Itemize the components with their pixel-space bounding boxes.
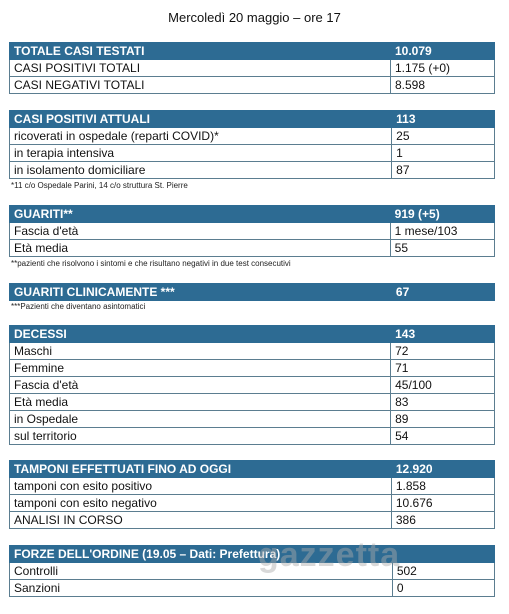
row-label: CASI POSITIVI TOTALI — [10, 60, 391, 77]
table-row — [10, 495, 495, 512]
table-row — [10, 546, 495, 563]
swabs-table — [9, 460, 495, 529]
table-row — [10, 394, 495, 411]
row-label: ANALISI IN CORSO — [10, 512, 392, 529]
row-label: Fascia d'età — [10, 223, 391, 240]
recovered-table — [9, 205, 495, 257]
row-value: 71 — [391, 360, 495, 377]
row-value: 143 — [391, 326, 495, 343]
row-label: ricoverati in ospedale (reparti COVID)* — [10, 128, 392, 145]
table-row — [10, 326, 495, 343]
row-value: 12.920 — [391, 461, 494, 478]
row-value: 502 — [392, 563, 494, 580]
row-value: 10.079 — [390, 43, 494, 60]
police-table — [9, 545, 495, 597]
table-row — [10, 145, 495, 162]
row-value — [392, 546, 494, 563]
row-value: 8.598 — [390, 77, 494, 94]
row-label: Età media — [10, 240, 391, 257]
table-row — [10, 162, 495, 179]
row-label: CASI NEGATIVI TOTALI — [10, 77, 391, 94]
tested-cases-table — [9, 42, 495, 94]
footnote-asymptomatic: ***Pazienti che diventano asintomatici — [11, 302, 146, 311]
row-label: TAMPONI EFFETTUATI FINO AD OGGI — [10, 461, 392, 478]
row-label: TOTALE CASI TESTATI — [10, 43, 391, 60]
current-positive-table — [9, 110, 495, 179]
row-label: CASI POSITIVI ATTUALI — [10, 111, 392, 128]
table-row — [10, 478, 495, 495]
table-row — [10, 360, 495, 377]
row-label: Maschi — [10, 343, 391, 360]
row-value: 55 — [390, 240, 494, 257]
row-value: 1 mese/103 — [390, 223, 494, 240]
row-label: FORZE DELL'ORDINE (19.05 – Dati: Prefettura) — [10, 546, 393, 563]
watermark-logo: gazzetta — [258, 536, 401, 574]
row-label: in isolamento domiciliare — [10, 162, 392, 179]
table-row — [10, 343, 495, 360]
table-row — [10, 428, 495, 445]
row-value: 0 — [392, 580, 494, 597]
row-value: 25 — [392, 128, 495, 145]
footnote-recovered: **pazienti che risolvono i sintomi e che risultano negativi in due test consecutivi — [11, 259, 291, 268]
row-value: 113 — [392, 111, 495, 128]
row-label: Controlli — [10, 563, 393, 580]
row-value: 386 — [391, 512, 494, 529]
row-value: 83 — [391, 394, 495, 411]
row-value: 67 — [391, 284, 494, 301]
row-value: 1 — [392, 145, 495, 162]
row-value: 72 — [391, 343, 495, 360]
row-label: Sanzioni — [10, 580, 393, 597]
table-row — [10, 77, 495, 94]
row-label: in terapia intensiva — [10, 145, 392, 162]
table-row — [10, 206, 495, 223]
table-row — [10, 563, 495, 580]
row-value: 87 — [392, 162, 495, 179]
table-row — [10, 60, 495, 77]
row-value: 45/100 — [391, 377, 495, 394]
deaths-table — [9, 325, 495, 445]
row-label: tamponi con esito positivo — [10, 478, 392, 495]
table-row — [10, 240, 495, 257]
table-row — [10, 512, 495, 529]
footnote-hospital: *11 c/o Ospedale Parini, 14 c/o struttura St. Pierre — [11, 181, 188, 190]
row-value: 10.676 — [391, 495, 494, 512]
row-label: Età media — [10, 394, 391, 411]
table-row — [10, 377, 495, 394]
row-label: sul territorio — [10, 428, 391, 445]
row-label: DECESSI — [10, 326, 391, 343]
table-row — [10, 411, 495, 428]
row-value: 89 — [391, 411, 495, 428]
table-row — [10, 580, 495, 597]
row-value: 54 — [391, 428, 495, 445]
row-value: 1.858 — [391, 478, 494, 495]
row-label: in Ospedale — [10, 411, 391, 428]
row-label: Fascia d'età — [10, 377, 391, 394]
row-label: Femmine — [10, 360, 391, 377]
row-label: tamponi con esito negativo — [10, 495, 392, 512]
table-row — [10, 43, 495, 60]
table-row — [10, 461, 495, 478]
row-value: 919 (+5) — [390, 206, 494, 223]
row-value: 1.175 (+0) — [390, 60, 494, 77]
row-label: GUARITI CLINICAMENTE *** — [10, 284, 392, 301]
table-row — [10, 111, 495, 128]
row-label: GUARITI** — [10, 206, 391, 223]
table-row — [10, 128, 495, 145]
table-row — [10, 223, 495, 240]
table-row — [10, 284, 495, 301]
report-date-header: Mercoledì 20 maggio – ore 17 — [168, 10, 341, 25]
clinically-recovered-table — [9, 283, 495, 301]
